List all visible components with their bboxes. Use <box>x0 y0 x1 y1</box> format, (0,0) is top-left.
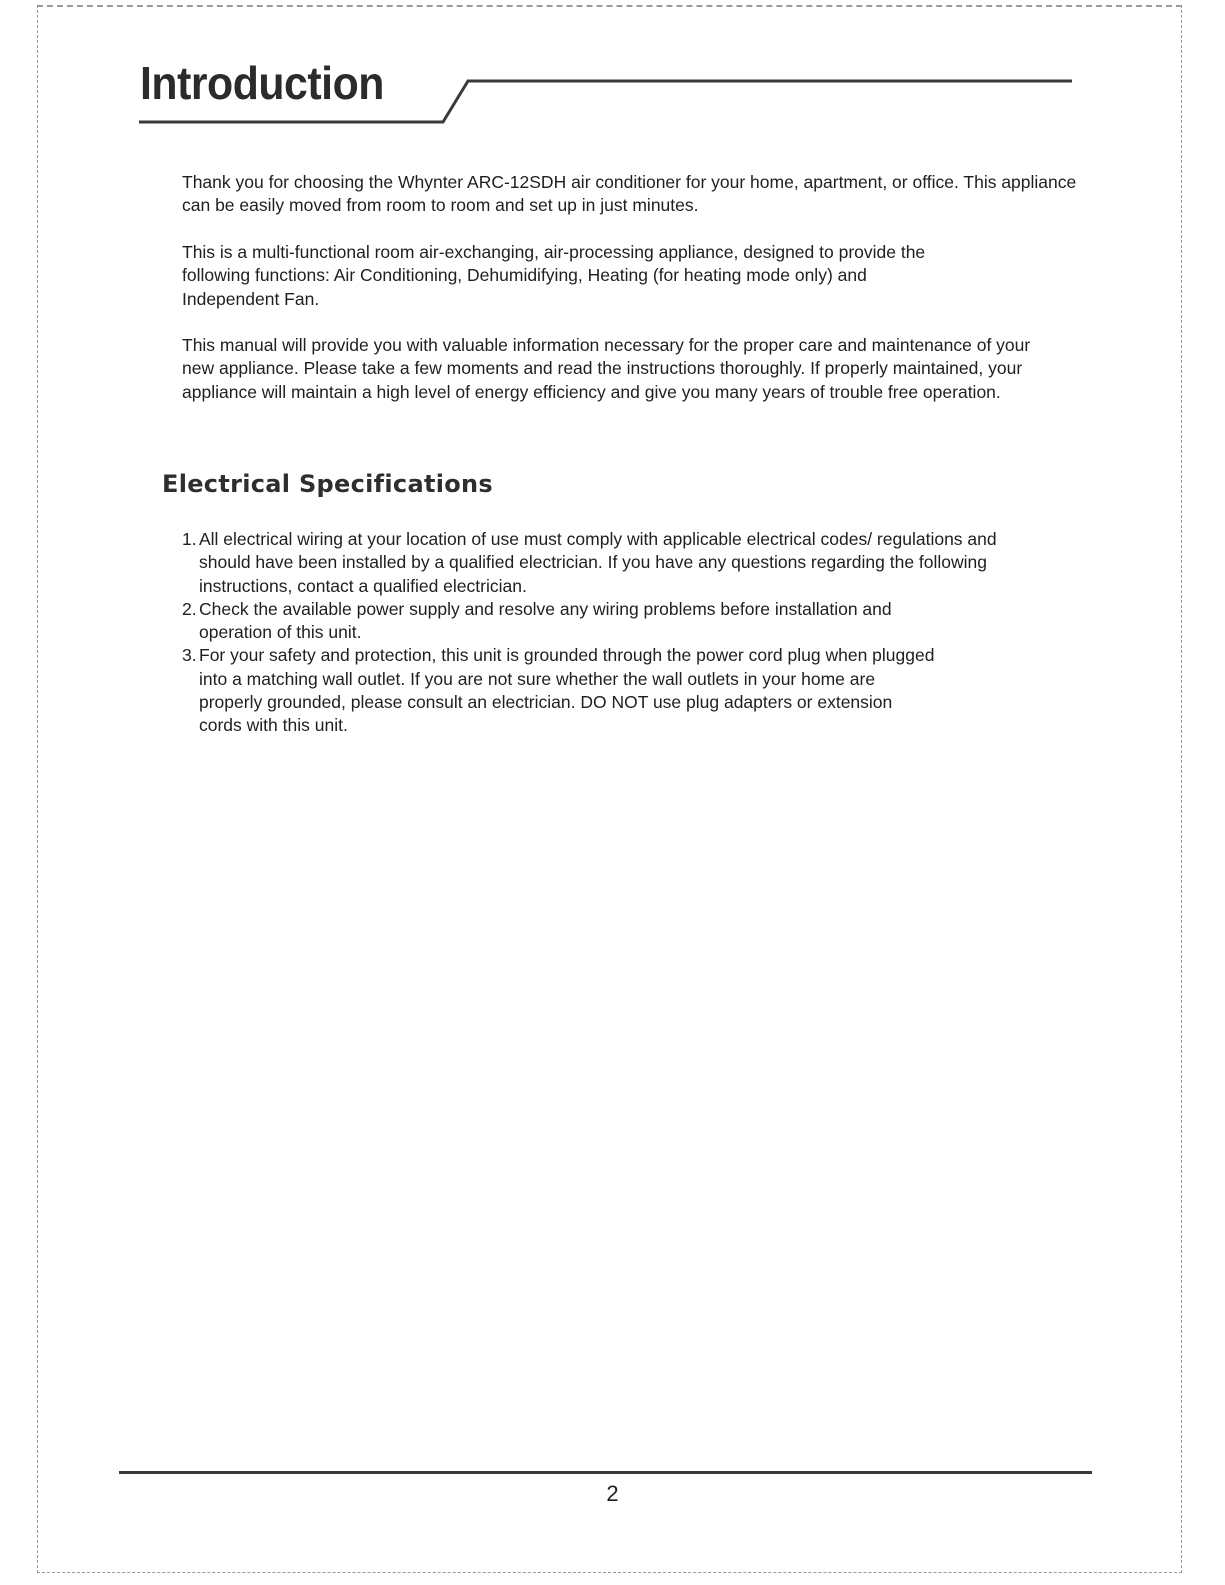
electrical-spec-list <box>182 528 1082 738</box>
list-item-text: All electrical wiring at your location of use must comply with applicable electrical codes/ regulations and should have been installed by a qualified electrician. If you have any questions regarding the following instructions, contact a qualified electrician. <box>199 529 997 596</box>
list-item <box>182 528 1049 598</box>
list-item-text: For your safety and protection, this unit is grounded through the power cord plug when plugged into a matching wall outlet. If you are not sure whether the wall outlets in your home are properly grounded, please consult an electrician. DO NOT use plug adapters or extension cords with this unit. <box>199 645 935 736</box>
footer-rule <box>119 1471 1092 1474</box>
intro-paragraph-3: This manual will provide you with valuable information necessary for the proper care and maintenance of your new appliance. Please take a few moments and read the instructions thoroughly. If properly maintained, your appliance will maintain a high level of energy efficiency and give you many years of trouble free operation. <box>182 335 1031 402</box>
list-item <box>182 598 959 645</box>
list-item-number: 1. <box>182 529 197 549</box>
intro-paragraph-1: Thank you for choosing the Whynter ARC-12SDH air conditioner for your home, apartment, or office. This appliance can be easily moved from room to room and set up in just minutes. <box>182 172 1077 216</box>
list-item-text: Check the available power supply and resolve any wiring problems before installation and operation of this unit. <box>199 598 892 643</box>
heading-rule <box>0 0 1225 140</box>
page-number: 2 <box>606 1481 619 1506</box>
intro-paragraph-2: This is a multi-functional room air-exchanging, air-processing appliance, designed to provide the following functions: Air Conditioning, Dehumidifying, Heating (for heating mode only) and Independent Fan. <box>182 242 926 309</box>
list-item <box>182 644 939 737</box>
list-item-number: 3. <box>182 645 197 666</box>
electrical-specifications-heading: Electrical Specifications <box>162 470 494 498</box>
page-title: Introduction <box>140 57 384 109</box>
page-heading <box>0 0 1225 140</box>
list-item-number: 2. <box>182 598 197 619</box>
